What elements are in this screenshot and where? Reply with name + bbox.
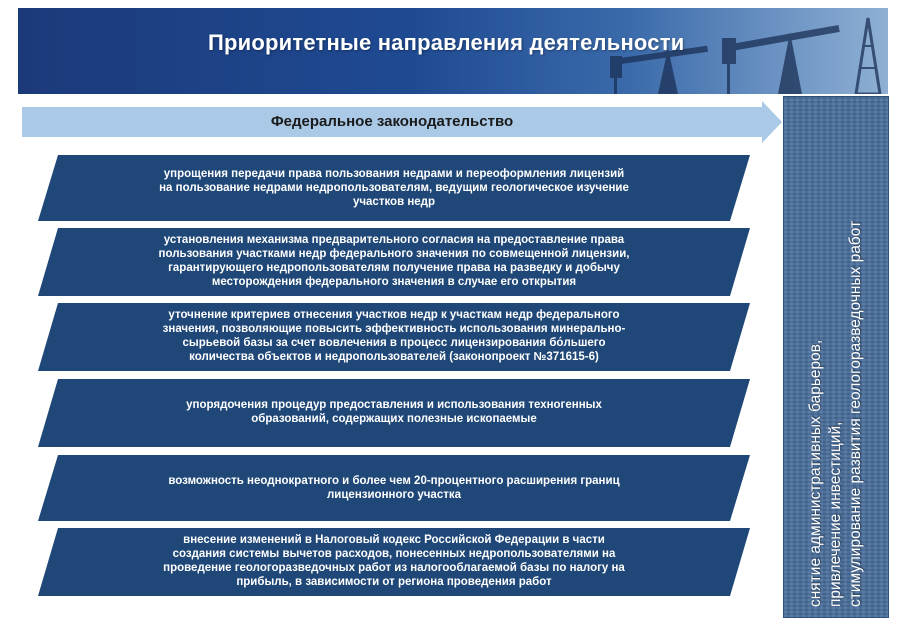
list-item	[38, 228, 750, 294]
list-item	[38, 303, 750, 369]
header-banner	[18, 8, 888, 94]
section-arrow	[22, 101, 782, 143]
list-item-text: упорядочения процедур предоставления и использования техногенных образований, содержащих полезные ископаемые	[186, 399, 602, 425]
list-item-text: уточнение критериев отнесения участков недр к участкам недр федерального значения, позволяющие повысить эффективность использования минерально- сырьевой базы за счет вовлечения в процесс лицензирования бо́льшего количества объектов и недропользователей (законопроект №371615-6)	[162, 309, 626, 363]
list-item-text: установления механизма предварительного согласия на предоставление права пользования участками недр федерального значения по совмещенной лицензии, гарантирующего недропользователям получение права на разведку и добычу месторождения федерального значения в случае его открытия	[158, 234, 630, 288]
list-item	[38, 155, 750, 221]
goals-panel	[783, 96, 889, 618]
goal-line: привлечение инвестиций,	[827, 421, 844, 607]
goals-text	[791, 107, 881, 607]
list-item-text: возможность неоднократного и более чем 20-процентного расширения границ лицензионного участка	[168, 475, 620, 501]
list-item	[38, 455, 750, 521]
goal-line: стимулирование развития геологоразведочных работ	[847, 220, 864, 607]
goal-line: снятие административных барьеров,	[807, 339, 824, 607]
list-item-text: внесение изменений в Налоговый кодекс Российской Федерации в части создания системы вычетов расходов, понесенных недропользователями на проведение геологоразведочных работ из налогооблагаемой базы по налогу на прибыль, в зависимости от региона проведения работ	[163, 534, 625, 588]
list-item-text: упрощения передачи права пользования недрами и переоформления лицензий на пользование недрами недропользователям, ведущим геологическое изучение участков недр	[159, 168, 629, 208]
list-item	[38, 528, 750, 594]
list-item	[38, 379, 750, 445]
page-title: Приоритетные направления деятельности	[208, 30, 685, 55]
section-heading: Федеральное законодательство	[270, 113, 514, 130]
